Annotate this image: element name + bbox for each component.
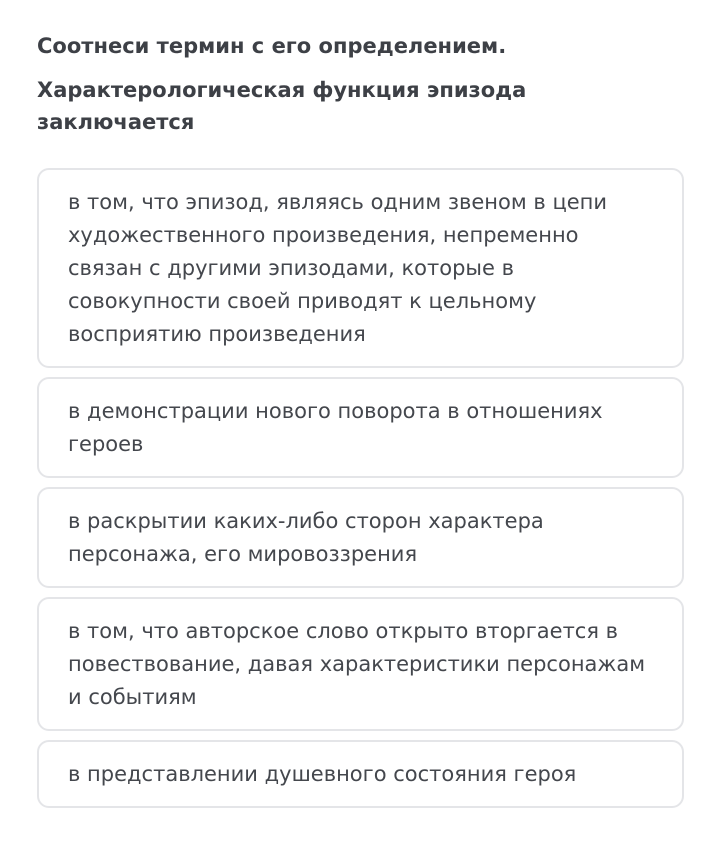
- answer-option-5[interactable]: в представлении душевного состояния героя: [37, 740, 684, 808]
- answer-options-list: [37, 168, 684, 808]
- question-text: Характерологическая функция эпизода заключается: [37, 78, 527, 134]
- quiz-panel: [37, 30, 684, 808]
- answer-option-2[interactable]: в демонстрации нового поворота в отношениях героев: [37, 377, 684, 478]
- answer-option-3[interactable]: в раскрытии каких-либо сторон характера персонажа, его мировоззрения: [37, 487, 684, 588]
- answer-option-1[interactable]: в том, что эпизод, являясь одним звеном в цепи художественного произведения, непременно связан с другими эпизодами, которые в совокупности своей приводят к цельному восприятию произведения: [37, 168, 684, 368]
- answer-option-4[interactable]: в том, что авторское слово открыто вторгается в повествование, давая характеристики персонажам и событиям: [37, 597, 684, 731]
- instruction-text: Соотнеси термин с его определением.: [37, 34, 507, 58]
